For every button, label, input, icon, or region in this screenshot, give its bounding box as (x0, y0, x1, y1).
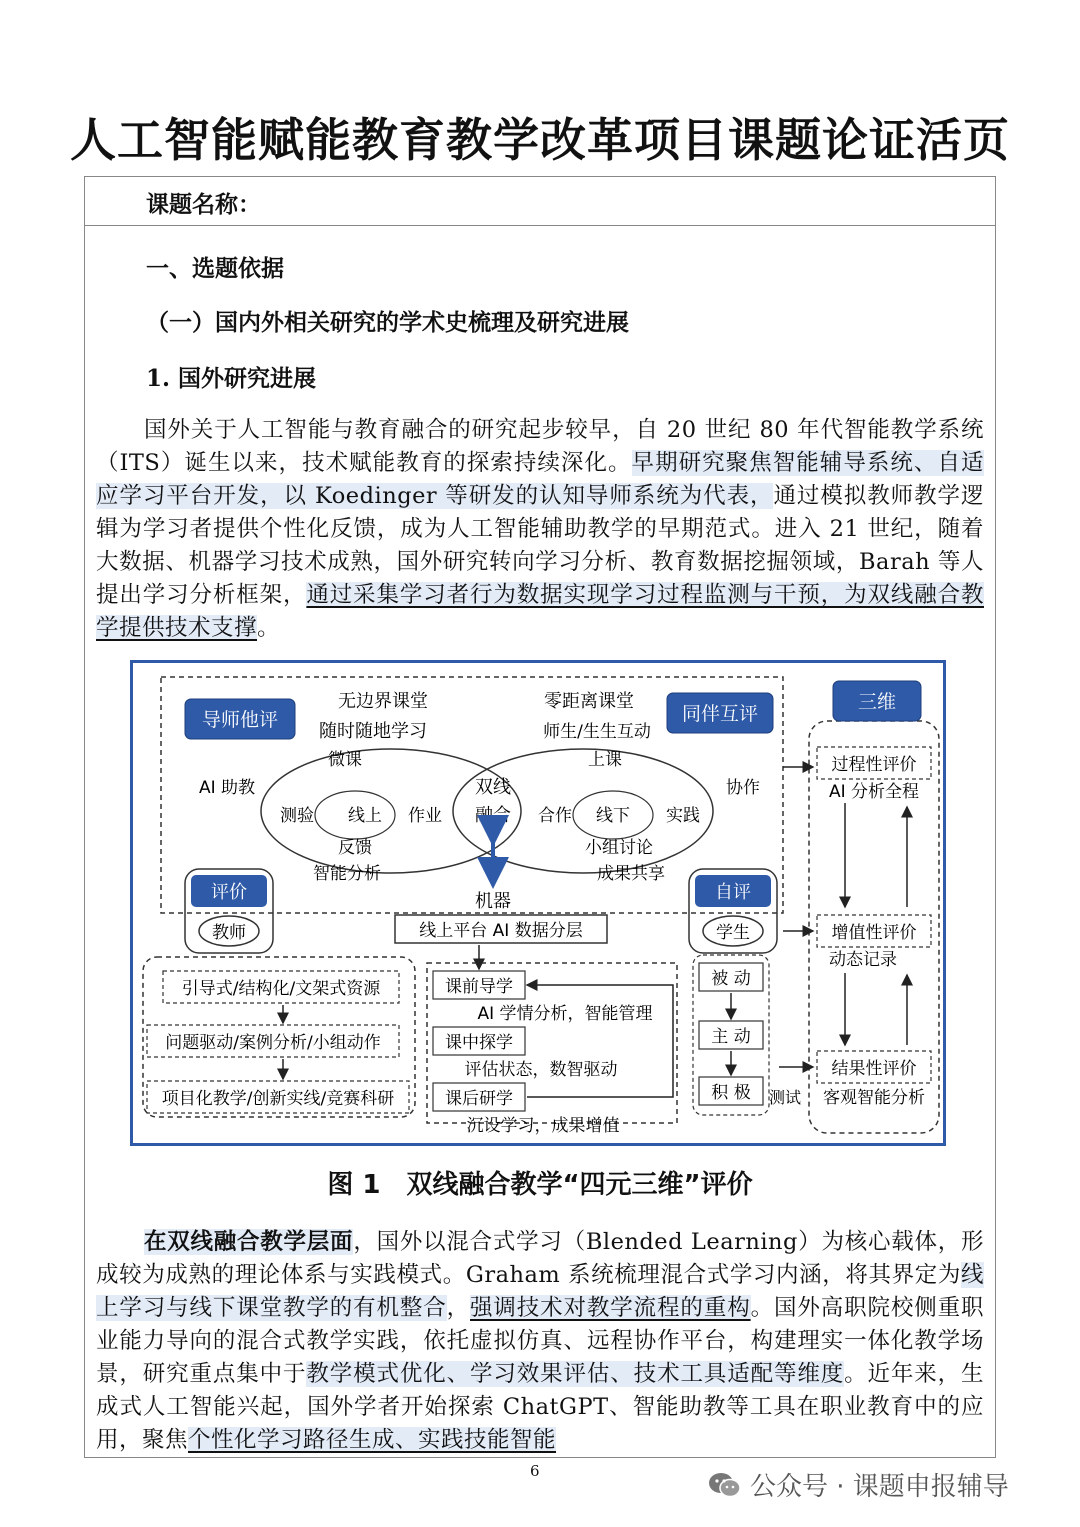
watermark (708, 1466, 1009, 1503)
para2-text: ， (446, 1295, 471, 1321)
peer-eval-label: 同伴互评 (681, 703, 759, 725)
para1-highlight: 早期研究聚焦智能辅导系统、自适应学习平台开发，以 Koedinger 等研发的认知导师系统为代表， (96, 450, 984, 509)
fig-text: 零距离课堂 (544, 691, 634, 712)
fig-text: 课中探学 (445, 1033, 513, 1053)
fig-text: 协作 (726, 778, 760, 798)
eval-label: 评价 (211, 882, 247, 903)
fig-text: 客观智能分析 (823, 1088, 925, 1108)
fig-text: 被 动 (711, 969, 751, 989)
fig-text: 线上平台 AI 数据分层 (419, 921, 583, 941)
fig-text: 课后研学 (445, 1089, 513, 1109)
figure-caption: 图 1 双线融合教学“四元三维”评价 (327, 1170, 753, 1200)
fig-text: 主 动 (711, 1027, 751, 1047)
mentor-eval-label: 导师他评 (201, 709, 279, 731)
fig-text: 课前导学 (445, 977, 513, 997)
fig-text: 过程性评价 (831, 755, 917, 775)
watermark-text: 公众号 · 课题申报辅导 (750, 1472, 1009, 1502)
para2-text: 。国外高职院校侧重职业能力导向的混合式教学实践，依托虚拟仿真、远程协作平台，构建理实一体化教学场景，研究重点集中于 (96, 1295, 984, 1387)
fig-text: AI 分析全程 (828, 782, 920, 802)
teacher-label: 教师 (212, 923, 246, 943)
section-heading: 一、选题依据 (146, 255, 284, 282)
student-label: 学生 (716, 923, 750, 943)
fig-text: 引导式/结构化/文架式资源 (181, 979, 381, 999)
fig-text: 微课 (328, 750, 362, 770)
sub-subsection-heading: 1. 国外研究进展 (146, 365, 317, 392)
fig-text: 线上 (348, 806, 382, 826)
fig-text: 智能分析 (313, 864, 381, 884)
fig-text: 小组讨论 (585, 838, 653, 858)
page-title: 人工智能赋能教育教学改革项目课题论证活页 (70, 113, 1010, 167)
fig-text: 评估状态，数智驱动 (464, 1060, 618, 1080)
paragraph-blended-learning (96, 1226, 984, 1457)
topic-name-label: 课题名称： (146, 191, 261, 218)
fig-text: 师生/生生互动 (543, 722, 651, 742)
subsection-heading: （一）国内外相关研究的学术史梳理及研究进展 (146, 309, 629, 336)
para1-text: 。 (257, 615, 281, 641)
fig-text: 积 极 (711, 1083, 751, 1103)
fig-text: 随时随地学习 (319, 721, 427, 742)
evaluation-diagram (133, 663, 943, 1143)
fig-text: 动态记录 (829, 950, 897, 970)
fig-text: 测验 (280, 806, 314, 826)
para2-text: ，国外以混合式学习（Blended Learning）为核心载体，形成较为成熟的理论体系与实践模式。Graham 系统梳理混合式学习内涵，将其界定为 (96, 1229, 984, 1288)
fig-text: 无边界课堂 (338, 691, 428, 712)
self-eval-label: 自评 (715, 882, 751, 903)
fig-text: 增值性评价 (831, 923, 917, 943)
fig-text: AI 学情分析，智能管理 (477, 1004, 653, 1024)
fig-text: 沉设学习，成果增值 (466, 1116, 620, 1136)
fig-text: 项目化教学/创新实线/竞赛科研 (161, 1089, 395, 1109)
fig-text: 结果性评价 (831, 1059, 917, 1079)
para2-text: 。近年来，生成式人工智能兴起，国外学者开始探索 ChatGPT、智能助教等工具在职业教育中的应用，聚焦 (96, 1361, 984, 1453)
fig-text: 实践 (666, 806, 700, 826)
para1-text: 国外关于人工智能与教育融合的研究起步较早，自 20 世纪 80 年代智能教学系统（ITS）诞生以来，技术赋能教育的探索持续深化。 (96, 417, 984, 476)
para1-text: 通过模拟教师教学逻辑为学习者提供个性化反馈，成为人工智能辅助教学的早期范式。进入 21 世纪，随着大数据、机器学习技术成熟，国外研究转向学习分析、教育数据挖掘领域，Barah 等人提出学习分析框架， (96, 483, 984, 608)
fig-text: 测试 (768, 1088, 802, 1107)
para2-underline: 强调技术对教学流程的重构 (470, 1295, 751, 1321)
para2-highlight: 线上学习与线下课堂教学的有机整合 (96, 1262, 984, 1321)
diagram-figure (130, 660, 946, 1146)
fig-text: 成果共享 (597, 864, 665, 884)
fig-text: AI 助教 (198, 778, 256, 798)
three-dim-label: 三维 (857, 691, 897, 713)
fig-text: 作业 (408, 806, 442, 826)
fig-text: 合作 (538, 806, 572, 826)
fig-text: 反馈 (338, 838, 372, 858)
fig-text: 问题驱动/案例分析/小组动作 (165, 1033, 381, 1053)
fig-text: 双线 (475, 777, 511, 798)
para2-highlight: 教学模式优化、学习效果评估、技术工具适配等维度 (306, 1361, 845, 1387)
wechat-icon (708, 1471, 742, 1499)
para2-bold-highlight: 在双线融合教学层面 (144, 1229, 354, 1255)
page-number: 6 (530, 1462, 540, 1480)
fig-text: 上课 (588, 750, 622, 770)
fig-text: 融合 (475, 805, 511, 826)
fig-text: 线下 (596, 806, 630, 826)
paragraph-foreign-research (96, 414, 984, 645)
topic-name-row (84, 176, 996, 226)
fig-text: 机器 (475, 891, 511, 912)
para2-underline: 个性化学习路径生成、实践技能智能 (188, 1427, 557, 1453)
para1-underline: 通过采集学习者行为数据实现学习过程监测与干预，为双线融合教学提供技术支撑 (96, 582, 984, 641)
